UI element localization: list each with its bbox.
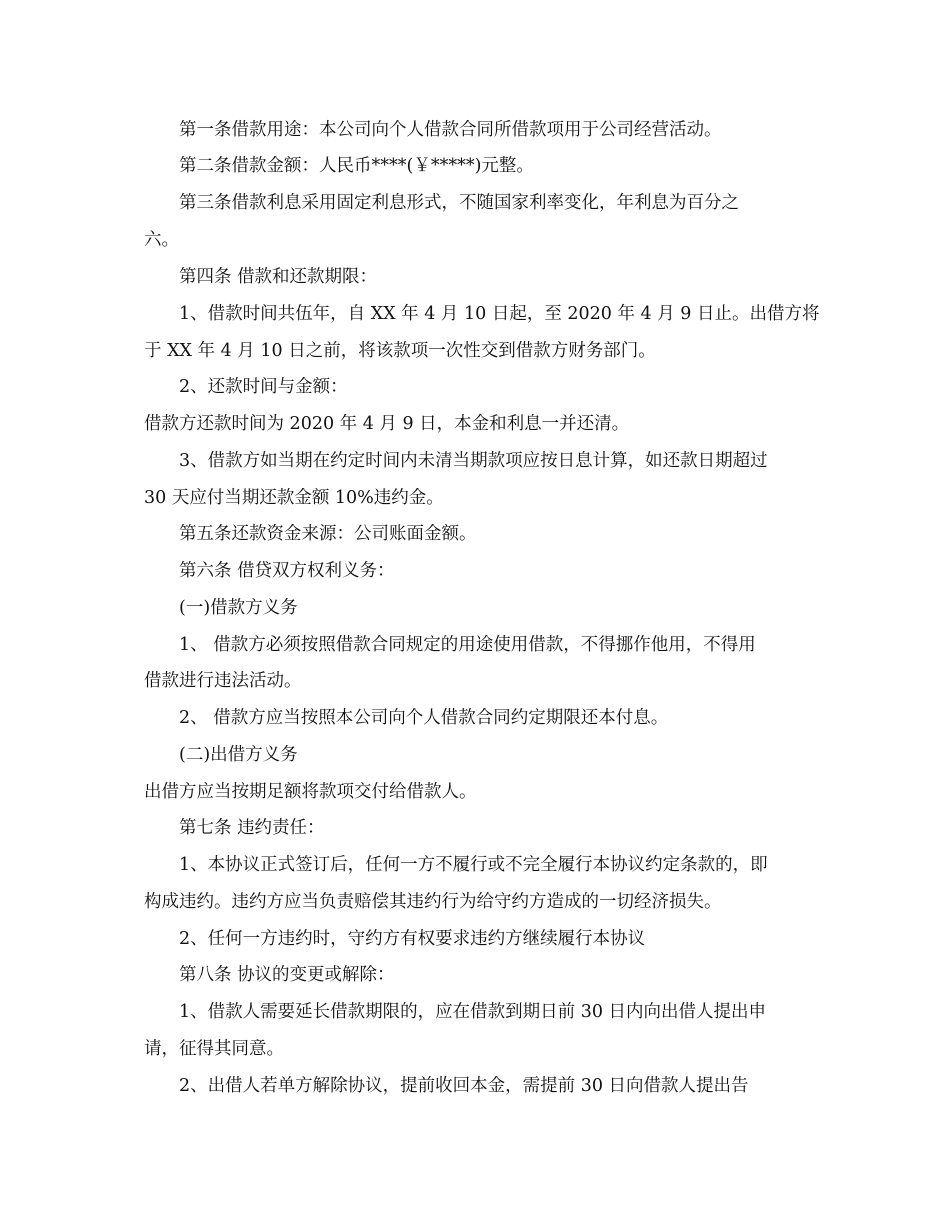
article-4-clause-1-line: 1、借款时间共伍年，自 XX 年 4 月 10 日起，至 2020 年 4 月 9 日止。出借方将 — [179, 304, 820, 324]
article-7-clause-2-line: 2、任何一方违约时，守约方有权要求违约方继续履行本协议 — [179, 929, 646, 949]
article-4-clause-3-line: 3、借款方如当期在约定时间内未清当期款项应按日息计算，如还款日期超过 — [179, 451, 768, 471]
article-8-clause-1-line: 1、借款人需要延长借款期限的，应在借款到期日前 30 日内向出借人提出申 — [179, 1002, 767, 1022]
article-8-heading: 第八条 协议的变更或解除： — [179, 965, 395, 985]
article-4-clause-1-continuation: 于 XX 年 4 月 10 日之前，将该款项一次性交到借款方财务部门。 — [144, 341, 656, 361]
article-4-heading: 第四条 借款和还款期限： — [179, 267, 378, 287]
lender-duty-line: 出借方应当按期足额将款项交付给借款人。 — [144, 782, 477, 802]
article-4-clause-2-line: 2、还款时间与金额： — [179, 377, 348, 397]
borrower-duty-1-continuation: 借款进行违法活动。 — [144, 671, 302, 691]
borrower-duty-2-line: 2、 借款方应当按照本公司向个人借款合同约定期限还本付息。 — [179, 708, 669, 728]
article-3-line: 第三条借款利息采用固定利息形式，不随国家利率变化，年利息为百分之 — [179, 193, 739, 213]
article-8-clause-1-continuation: 请，征得其同意。 — [144, 1039, 284, 1059]
article-8-clause-2-line: 2、出借人若单方解除协议，提前收回本金，需提前 30 日向借款人提出告 — [179, 1076, 749, 1096]
borrower-duties-heading: (一)借款方义务 — [179, 598, 298, 618]
article-5-line: 第五条还款资金来源：公司账面金额。 — [179, 524, 477, 544]
article-1-line: 第一条借款用途：本公司向个人借款合同所借款项用于公司经营活动。 — [179, 120, 722, 140]
article-7-heading: 第七条 违约责任： — [179, 818, 325, 838]
article-4-clause-3-continuation: 30 天应付当期还款金额 10%违约金。 — [144, 488, 444, 508]
lender-duties-heading: (二)出借方义务 — [179, 745, 298, 765]
article-3-continuation: 六。 — [144, 230, 179, 250]
borrower-duty-1-line: 1、 借款方必须按照借款合同规定的用途使用借款，不得挪作他用，不得用 — [179, 635, 756, 655]
repayment-time-line: 借款方还款时间为 2020 年 4 月 9 日，本金和利息一并还清。 — [144, 414, 630, 434]
article-2-line: 第二条借款金额：人民币****(￥*****)元整。 — [179, 156, 534, 176]
article-7-clause-1-continuation: 构成违约。违约方应当负责赔偿其违约行为给守约方造成的一切经济损失。 — [144, 892, 722, 912]
article-7-clause-1-line: 1、本协议正式签订后，任何一方不履行或不完全履行本协议约定条款的，即 — [179, 855, 768, 875]
article-6-heading: 第六条 借贷双方权利义务： — [179, 561, 395, 581]
